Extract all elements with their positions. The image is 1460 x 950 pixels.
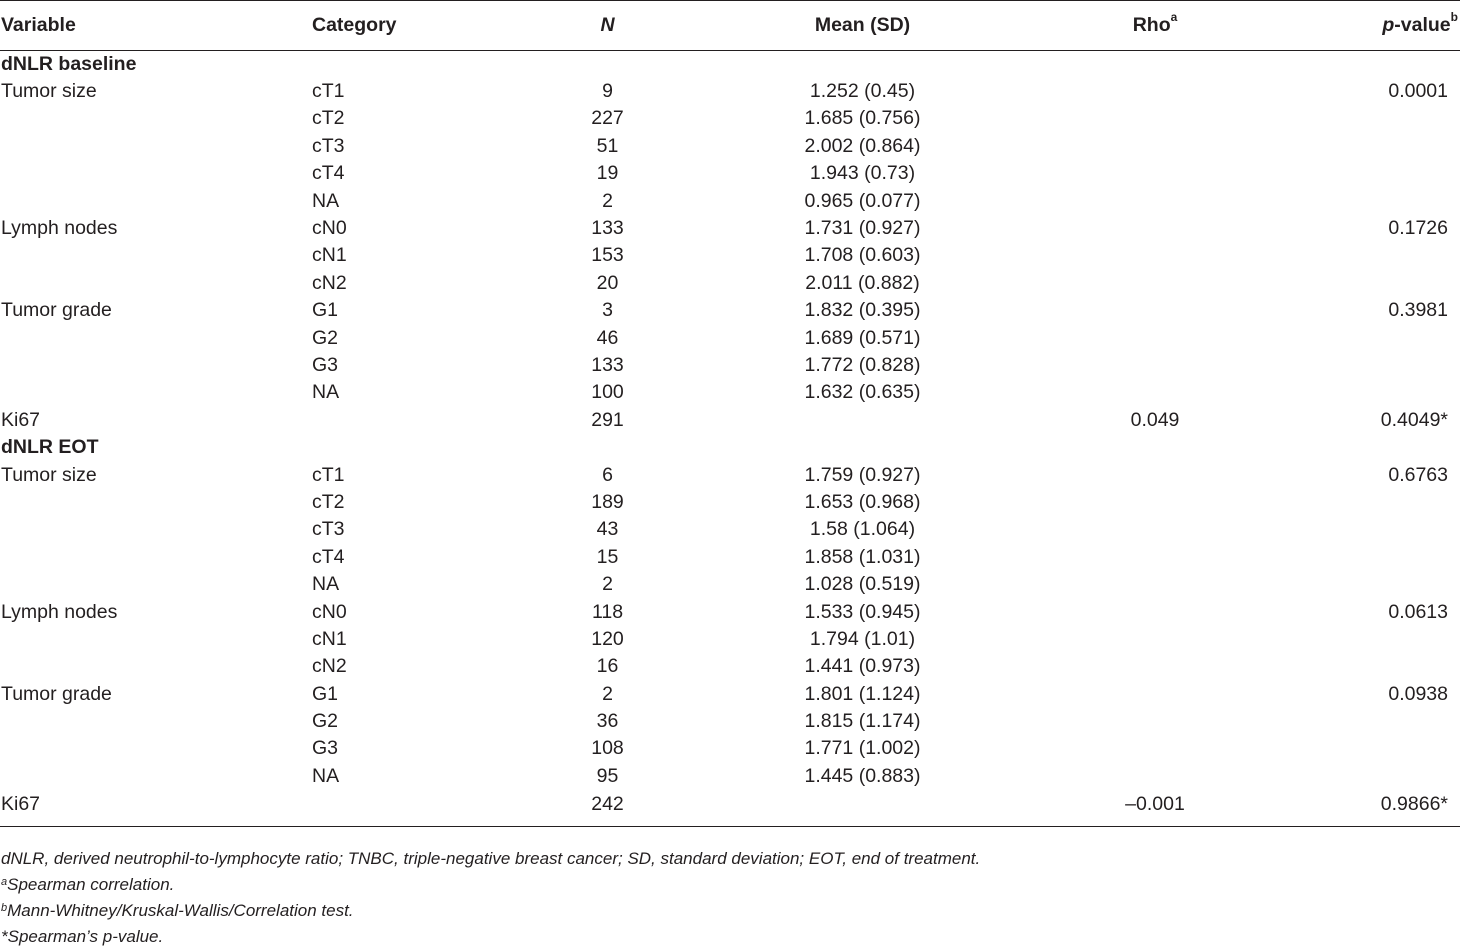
cell-n: 118 xyxy=(591,600,624,623)
header-rho-footnote-marker: a xyxy=(1170,10,1178,24)
footnote-b xyxy=(1,898,980,924)
cell-mean: 1.943 (0.73) xyxy=(809,162,916,185)
cell-n: 2 xyxy=(602,573,613,596)
cell-rho xyxy=(1030,653,1280,680)
cell-category: cN0 xyxy=(312,600,347,623)
cell-n: 291 xyxy=(591,408,624,431)
header-n-label: N xyxy=(600,14,615,36)
cell-n: 133 xyxy=(591,217,624,240)
cell-pvalue: 0.0938 xyxy=(1388,682,1448,705)
cell-n: 51 xyxy=(596,134,619,157)
cell-pvalue xyxy=(1280,105,1460,132)
cell-rho xyxy=(1030,461,1280,488)
cell-rho xyxy=(1030,133,1280,160)
cell-mean: 1.028 (0.519) xyxy=(804,573,921,596)
cell-rho xyxy=(1030,544,1280,571)
cell-category: cT4 xyxy=(312,162,345,185)
cell-category: cN1 xyxy=(312,627,347,650)
cell-rho xyxy=(1030,270,1280,297)
cell-mean: 1.632 (0.635) xyxy=(804,381,921,404)
table-row xyxy=(0,516,1460,543)
cell-category: NA xyxy=(312,573,340,596)
table-header xyxy=(0,1,1460,51)
header-n xyxy=(520,1,695,51)
cell-category: cT3 xyxy=(312,134,345,157)
cell-mean: 1.801 (1.124) xyxy=(804,682,921,705)
cell-rho: –0.001 xyxy=(1030,790,1280,827)
footnote-star: *Spearman’s p-value. xyxy=(1,927,164,946)
cell-rho xyxy=(1030,297,1280,324)
cell-variable xyxy=(0,270,310,297)
cell-rho xyxy=(1030,626,1280,653)
cell-mean: 1.533 (0.945) xyxy=(804,600,921,623)
cell-pvalue xyxy=(1280,160,1460,187)
cell-rho xyxy=(1030,105,1280,132)
table-row xyxy=(0,544,1460,571)
cell-rho xyxy=(1030,352,1280,379)
cell-pvalue xyxy=(1280,763,1460,790)
cell-category: cT1 xyxy=(312,80,345,103)
cell-pvalue xyxy=(1280,187,1460,214)
header-row xyxy=(0,1,1460,51)
cell-n: 108 xyxy=(591,737,624,760)
cell-pvalue xyxy=(1280,489,1460,516)
cell-rho xyxy=(1030,242,1280,269)
cell-category: NA xyxy=(312,381,340,404)
cell-category: G2 xyxy=(312,710,339,733)
table-body xyxy=(0,51,1460,827)
table-row xyxy=(0,187,1460,214)
table-row xyxy=(0,352,1460,379)
cell-rho xyxy=(1030,598,1280,625)
table-row xyxy=(0,407,1460,434)
cell-mean: 1.771 (1.002) xyxy=(804,737,921,760)
table-row xyxy=(0,215,1460,242)
cell-variable xyxy=(0,352,310,379)
cell-pvalue: 0.0001 xyxy=(1388,80,1448,103)
header-variable: Variable xyxy=(0,1,310,51)
cell-variable: Tumor grade xyxy=(1,682,112,705)
cell-pvalue xyxy=(1280,324,1460,351)
cell-rho xyxy=(1030,489,1280,516)
cell-pvalue: 0.9866* xyxy=(1280,790,1460,827)
cell-rho xyxy=(1030,215,1280,242)
cell-rho xyxy=(1030,78,1280,105)
cell-n: 2 xyxy=(602,682,613,705)
cell-n: 6 xyxy=(602,463,613,486)
cell-mean: 1.832 (0.395) xyxy=(804,299,921,322)
cell-variable xyxy=(0,763,310,790)
cell-category: NA xyxy=(312,764,340,787)
cell-variable xyxy=(0,105,310,132)
cell-variable xyxy=(0,708,310,735)
cell-rho xyxy=(1030,708,1280,735)
cell-variable: Tumor size xyxy=(1,80,97,103)
cell-n: 19 xyxy=(596,162,619,185)
cell-rho xyxy=(1030,379,1280,406)
table-row xyxy=(0,598,1460,625)
cell-category: G3 xyxy=(312,353,339,376)
cell-category: G2 xyxy=(312,326,339,349)
cell-variable xyxy=(0,489,310,516)
cell-mean: 1.685 (0.756) xyxy=(804,107,921,130)
cell-n: 9 xyxy=(602,80,613,103)
table-row xyxy=(0,626,1460,653)
cell-category xyxy=(310,790,520,827)
cell-variable xyxy=(0,187,310,214)
cell-n: 43 xyxy=(596,518,619,541)
cell-n: 120 xyxy=(591,627,624,650)
cell-n: 2 xyxy=(602,189,613,212)
cell-variable: Lymph nodes xyxy=(1,600,118,623)
cell-category: cN1 xyxy=(312,244,347,267)
cell-mean: 0.965 (0.077) xyxy=(804,189,921,212)
cell-variable xyxy=(0,571,310,598)
cell-mean: 2.011 (0.882) xyxy=(805,271,920,294)
table-row xyxy=(0,571,1460,598)
cell-mean: 1.441 (0.973) xyxy=(804,655,921,678)
cell-rho xyxy=(1030,516,1280,543)
table-row xyxy=(0,653,1460,680)
cell-mean xyxy=(695,407,1030,434)
cell-pvalue: 0.0613 xyxy=(1388,600,1448,623)
cell-n: 189 xyxy=(591,490,624,513)
cell-category: cT1 xyxy=(312,463,345,486)
table-row xyxy=(0,763,1460,790)
table-row xyxy=(0,78,1460,105)
cell-category: cN0 xyxy=(312,217,347,240)
cell-category: G1 xyxy=(312,299,339,322)
cell-n: 95 xyxy=(596,764,619,787)
table-footnotes xyxy=(1,846,980,950)
cell-category: G3 xyxy=(312,737,339,760)
cell-variable xyxy=(0,626,310,653)
cell-pvalue: 0.4049* xyxy=(1380,408,1448,431)
header-mean: Mean (SD) xyxy=(695,1,1030,51)
cell-pvalue xyxy=(1280,242,1460,269)
table-row xyxy=(0,270,1460,297)
cell-variable xyxy=(0,324,310,351)
table-row xyxy=(0,790,1460,827)
cell-n: 153 xyxy=(591,244,624,267)
table-row xyxy=(0,133,1460,160)
cell-variable xyxy=(0,379,310,406)
cell-category: cT2 xyxy=(312,107,345,130)
cell-pvalue xyxy=(1280,133,1460,160)
cell-mean: 1.252 (0.45) xyxy=(809,80,916,103)
cell-pvalue xyxy=(1280,735,1460,762)
cell-variable xyxy=(0,160,310,187)
cell-variable xyxy=(0,735,310,762)
header-pvalue-italic: p xyxy=(1382,14,1395,36)
cell-mean xyxy=(695,790,1030,827)
cell-pvalue xyxy=(1280,544,1460,571)
cell-n: 16 xyxy=(596,655,619,678)
footnote-a-marker: a xyxy=(1,876,8,888)
cell-mean: 1.445 (0.883) xyxy=(804,764,921,787)
cell-variable xyxy=(0,133,310,160)
footnote-a xyxy=(1,872,980,898)
header-pvalue-label: -value xyxy=(1394,14,1451,36)
cell-n: 242 xyxy=(520,790,695,827)
cell-mean: 1.653 (0.968) xyxy=(804,490,921,513)
cell-variable xyxy=(0,653,310,680)
section-row xyxy=(0,434,1460,461)
cell-rho xyxy=(1030,680,1280,707)
cell-variable: Ki67 xyxy=(0,790,310,827)
cell-n: 227 xyxy=(591,107,624,130)
table-row xyxy=(0,379,1460,406)
cell-variable: Tumor grade xyxy=(1,299,112,322)
cell-category: G1 xyxy=(312,682,339,705)
table-row xyxy=(0,324,1460,351)
section-title: dNLR baseline xyxy=(1,52,137,75)
cell-pvalue xyxy=(1280,516,1460,543)
cell-variable xyxy=(0,544,310,571)
cell-rho xyxy=(1030,735,1280,762)
cell-pvalue xyxy=(1280,270,1460,297)
cell-pvalue: 0.3981 xyxy=(1388,299,1448,322)
cell-variable xyxy=(0,242,310,269)
cell-variable: Tumor size xyxy=(1,463,97,486)
cell-category xyxy=(310,407,520,434)
section-row xyxy=(0,51,1460,78)
header-rho xyxy=(1030,1,1280,51)
cell-mean: 1.759 (0.927) xyxy=(804,463,921,486)
table-row xyxy=(0,461,1460,488)
section-title: dNLR EOT xyxy=(1,436,99,459)
cell-mean: 1.689 (0.571) xyxy=(804,326,921,349)
header-category: Category xyxy=(310,1,520,51)
cell-pvalue xyxy=(1280,708,1460,735)
cell-rho xyxy=(1030,324,1280,351)
cell-rho xyxy=(1030,160,1280,187)
cell-pvalue xyxy=(1280,352,1460,379)
cell-mean: 1.58 (1.064) xyxy=(809,518,916,541)
cell-variable: Ki67 xyxy=(1,408,41,431)
cell-mean: 1.731 (0.927) xyxy=(804,217,921,240)
cell-rho xyxy=(1030,187,1280,214)
cell-mean: 1.708 (0.603) xyxy=(804,244,921,267)
cell-category: cT3 xyxy=(312,518,345,541)
table-row xyxy=(0,297,1460,324)
cell-n: 46 xyxy=(596,326,619,349)
cell-mean: 1.772 (0.828) xyxy=(804,353,921,376)
cell-pvalue: 0.6763 xyxy=(1388,463,1448,486)
header-pvalue-footnote-marker: b xyxy=(1450,10,1458,24)
footnote-b-text: Mann-Whitney/Kruskal-Wallis/Correlation test. xyxy=(7,901,354,920)
table-row xyxy=(0,489,1460,516)
cell-category: cT2 xyxy=(312,490,345,513)
footnote-a-text: Spearman correlation. xyxy=(7,875,175,894)
cell-mean: 2.002 (0.864) xyxy=(804,134,921,157)
cell-pvalue xyxy=(1280,653,1460,680)
cell-category: NA xyxy=(312,189,340,212)
table-row xyxy=(0,680,1460,707)
cell-category: cN2 xyxy=(312,655,347,678)
cell-mean: 1.858 (1.031) xyxy=(804,545,921,568)
header-pvalue xyxy=(1280,1,1460,51)
cell-rho xyxy=(1030,571,1280,598)
cell-n: 20 xyxy=(596,271,619,294)
table-row xyxy=(0,708,1460,735)
cell-variable: Lymph nodes xyxy=(1,217,118,240)
cell-rho: 0.049 xyxy=(1130,408,1180,431)
table-row xyxy=(0,160,1460,187)
cell-n: 133 xyxy=(591,353,624,376)
cell-n: 15 xyxy=(596,545,619,568)
cell-n: 100 xyxy=(591,381,624,404)
table-row xyxy=(0,242,1460,269)
cell-pvalue xyxy=(1280,379,1460,406)
cell-mean: 1.815 (1.174) xyxy=(804,710,921,733)
cell-pvalue xyxy=(1280,626,1460,653)
cell-n: 36 xyxy=(596,710,619,733)
cell-pvalue: 0.1726 xyxy=(1388,217,1448,240)
cell-rho xyxy=(1030,763,1280,790)
table-row xyxy=(0,735,1460,762)
header-rho-label: Rho xyxy=(1132,14,1171,36)
cell-mean: 1.794 (1.01) xyxy=(809,627,916,650)
footnote-b-marker: b xyxy=(1,902,8,914)
cell-variable xyxy=(0,516,310,543)
cell-category: cT4 xyxy=(312,545,345,568)
cell-pvalue xyxy=(1280,571,1460,598)
table-row xyxy=(0,105,1460,132)
cell-category: cN2 xyxy=(312,271,347,294)
footnote-abbreviations: dNLR, derived neutrophil-to-lymphocyte ratio; TNBC, triple-negative breast cancer; SD, standard deviation; EOT, end of treatment. xyxy=(1,849,981,868)
cell-n: 3 xyxy=(602,299,613,322)
